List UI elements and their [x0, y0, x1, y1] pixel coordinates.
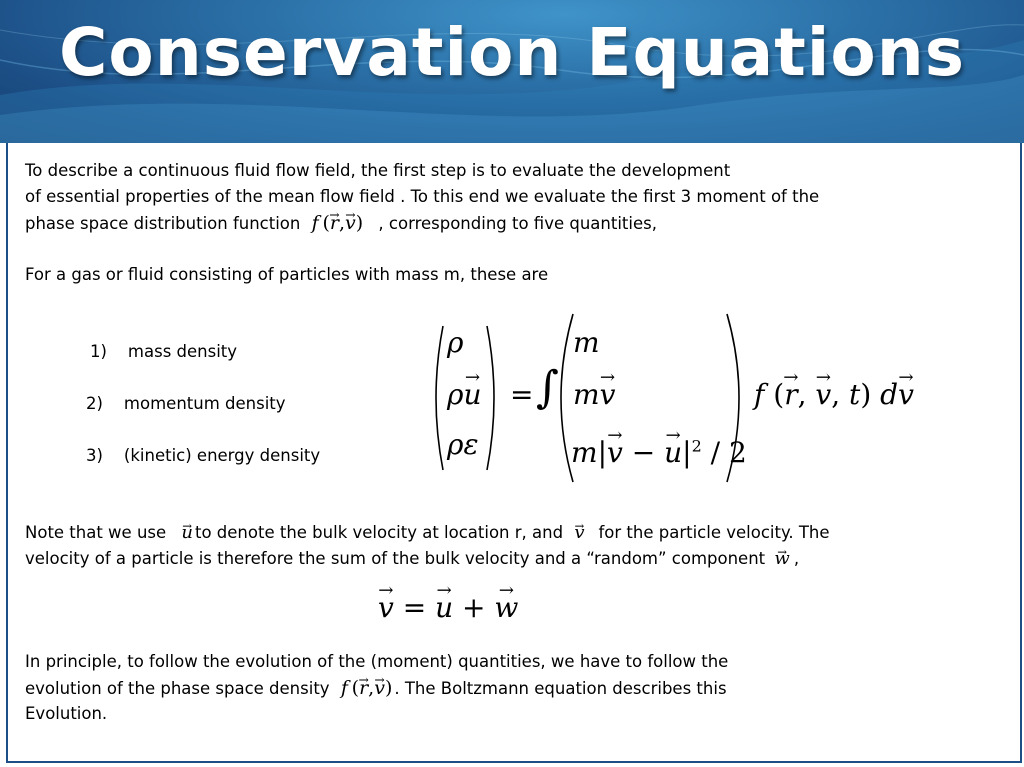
list-item-number: 3): [86, 446, 103, 465]
list-item-number: 2): [86, 394, 103, 413]
rho-epsilon-symbol: ρε: [447, 428, 479, 461]
para1-line1: To describe a continuous fluid flow field, the first step is to evaluate the development: [25, 161, 731, 180]
moment-mv: m→ v: [573, 378, 615, 411]
para4-line1: In principle, to follow the evolution of the (moment) quantities, we have to follow the: [25, 652, 729, 671]
note-line2-post: ,: [793, 549, 800, 568]
moment-energy: m|→ v − → $u|^2 / 2$: [571, 436, 747, 469]
list-item-label: mass density: [127, 342, 238, 361]
particle-velocity-symbol: → v: [574, 522, 584, 543]
integral-sign: ∫: [536, 362, 559, 413]
slide-header: [0, 0, 1024, 143]
rho-u-symbol: ρ→ u: [447, 378, 482, 411]
para4-line2-pre: evolution of the phase space density: [25, 679, 330, 698]
page-title: Conservation Equations: [58, 14, 966, 91]
note-mid: to denote the bulk velocity at location r, and: [195, 523, 564, 542]
list-item: [90, 339, 237, 365]
bulk-velocity-symbol: → u: [181, 522, 193, 543]
para4-line3: Evolution.: [25, 704, 108, 723]
para4-line2: [25, 675, 727, 702]
para1-line3-pre: phase space distribution function: [25, 214, 301, 233]
note-pre: Note that we use: [25, 523, 167, 542]
distribution-integrand: f (→ r, → v, t) d→ v: [754, 378, 914, 411]
velocity-equation: → v = → u + → w: [378, 591, 518, 624]
rho-symbol: ρ: [447, 326, 464, 359]
note-line1: [25, 520, 830, 546]
para4-line2-post: . The Boltzmann equation describes this: [394, 679, 727, 698]
random-velocity-symbol: → w: [774, 548, 789, 569]
list-item-label: (kinetic) energy density: [123, 446, 321, 465]
para1-line3: [25, 210, 657, 237]
list-item: [86, 391, 286, 417]
equals-sign: =: [510, 378, 534, 411]
distribution-function-formula: f (→ r,→ v): [312, 212, 364, 234]
note-post: for the particle velocity. The: [598, 523, 830, 542]
phase-space-density-formula: f (→ r,→ v): [341, 677, 393, 699]
para1-line2: of essential properties of the mean flow field . To this end we evaluate the first 3 moment of the: [25, 187, 820, 206]
note-line2-pre: velocity of a particle is therefore the sum of the bulk velocity and a “random” component: [25, 549, 766, 568]
list-item: [86, 443, 320, 469]
list-item-number: 1): [90, 342, 107, 361]
para2: For a gas or fluid consisting of particles with mass m, these are: [25, 265, 549, 284]
para1-line3-post: , corresponding to five quantities,: [378, 214, 657, 233]
list-item-label: momentum density: [123, 394, 286, 413]
moment-m: m: [573, 326, 600, 359]
note-line2: [25, 546, 799, 572]
